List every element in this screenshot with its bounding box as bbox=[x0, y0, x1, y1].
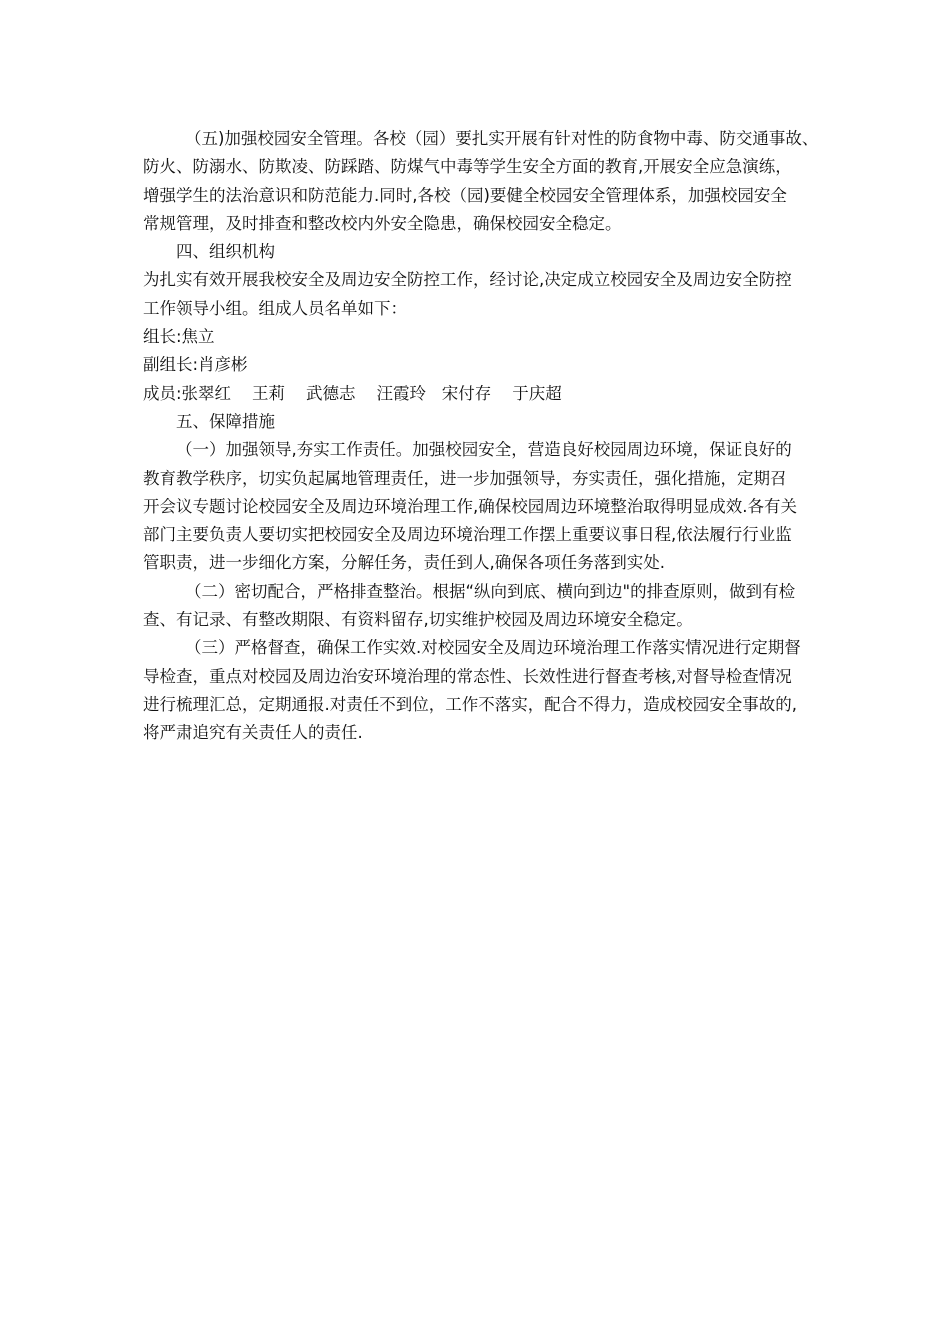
group-members: 成员:张翠红 王莉 武德志 汪霞玲 宋付存 于庆超 bbox=[143, 383, 562, 403]
document-body bbox=[143, 125, 823, 748]
text-line: 开会议专题讨论校园安全及周边环境治理工作,确保校园周边环境整治取得明显成效.各有关 bbox=[143, 496, 797, 516]
text-line: （三）严格督查，确保工作实效.对校园安全及周边环境治理工作落实情况进行定期督 bbox=[185, 638, 801, 658]
text-line: 为扎实有效开展我校安全及周边安全防控工作，经讨论,决定成立校园安全及周边安全防控 bbox=[143, 270, 792, 290]
group-leader: 组长:焦立 bbox=[143, 327, 215, 347]
text-line: 查、有记录、有整改期限、有资料留存,切实维护校园及周边环境安全稳定。 bbox=[143, 610, 693, 630]
section-heading-safeguards: 五、保障措施 bbox=[176, 411, 275, 431]
text-line: 导检查，重点对校园及周边治安环境治理的常态性、长效性进行督查考核,对督导检查情况 bbox=[143, 666, 792, 686]
text-line: 常规管理，及时排查和整改校内外安全隐患，确保校园安全稳定。 bbox=[143, 213, 622, 233]
paragraph-organization-intro bbox=[143, 266, 823, 323]
text-line: 部门主要负责人要切实把校园安全及周边环境治理工作摆上重要议事日程,依法履行行业监 bbox=[143, 525, 792, 545]
deputy-leader: 副组长:肖彦彬 bbox=[143, 355, 248, 375]
paragraph-campus-safety-management bbox=[143, 125, 823, 238]
text-line: （五)加强校园安全管理。各校（园）要扎实开展有针对性的防食物中毒、防交通事故、 bbox=[185, 129, 819, 148]
text-line: 工作领导小组。组成人员名单如下： bbox=[143, 298, 407, 318]
paragraph-measure-1 bbox=[143, 436, 823, 577]
paragraph-measure-3 bbox=[143, 634, 823, 747]
text-line: 进行梳理汇总，定期通报.对责任不到位，工作不落实，配合不得力，造成校园安全事故的, bbox=[143, 694, 797, 714]
text-line: 增强学生的法治意识和防范能力.同时,各校（园)要健全校园安全管理体系，加强校园安全 bbox=[143, 185, 787, 205]
text-line: 管职责，进一步细化方案，分解任务，责任到人,确保各项任务落到实处. bbox=[143, 553, 665, 573]
paragraph-measure-2 bbox=[143, 578, 823, 635]
text-line: （二）密切配合，严格排查整治。根据“纵向到底、横向到边"的排查原则，做到有检 bbox=[185, 581, 796, 601]
section-heading-organization: 四、组织机构 bbox=[176, 242, 275, 262]
text-line: 将严肃追究有关责任人的责任. bbox=[143, 723, 363, 743]
text-line: 防火、防溺水、防欺凌、防踩踏、防煤气中毒等学生安全方面的教育,开展安全应急演练， bbox=[143, 157, 792, 177]
text-line: （一）加强领导,夯实工作责任。加强校园安全，营造良好校园周边环境，保证良好的 bbox=[176, 440, 792, 460]
text-line: 教育教学秩序，切实负起属地管理责任，进一步加强领导，夯实责任，强化措施，定期召 bbox=[143, 468, 787, 488]
